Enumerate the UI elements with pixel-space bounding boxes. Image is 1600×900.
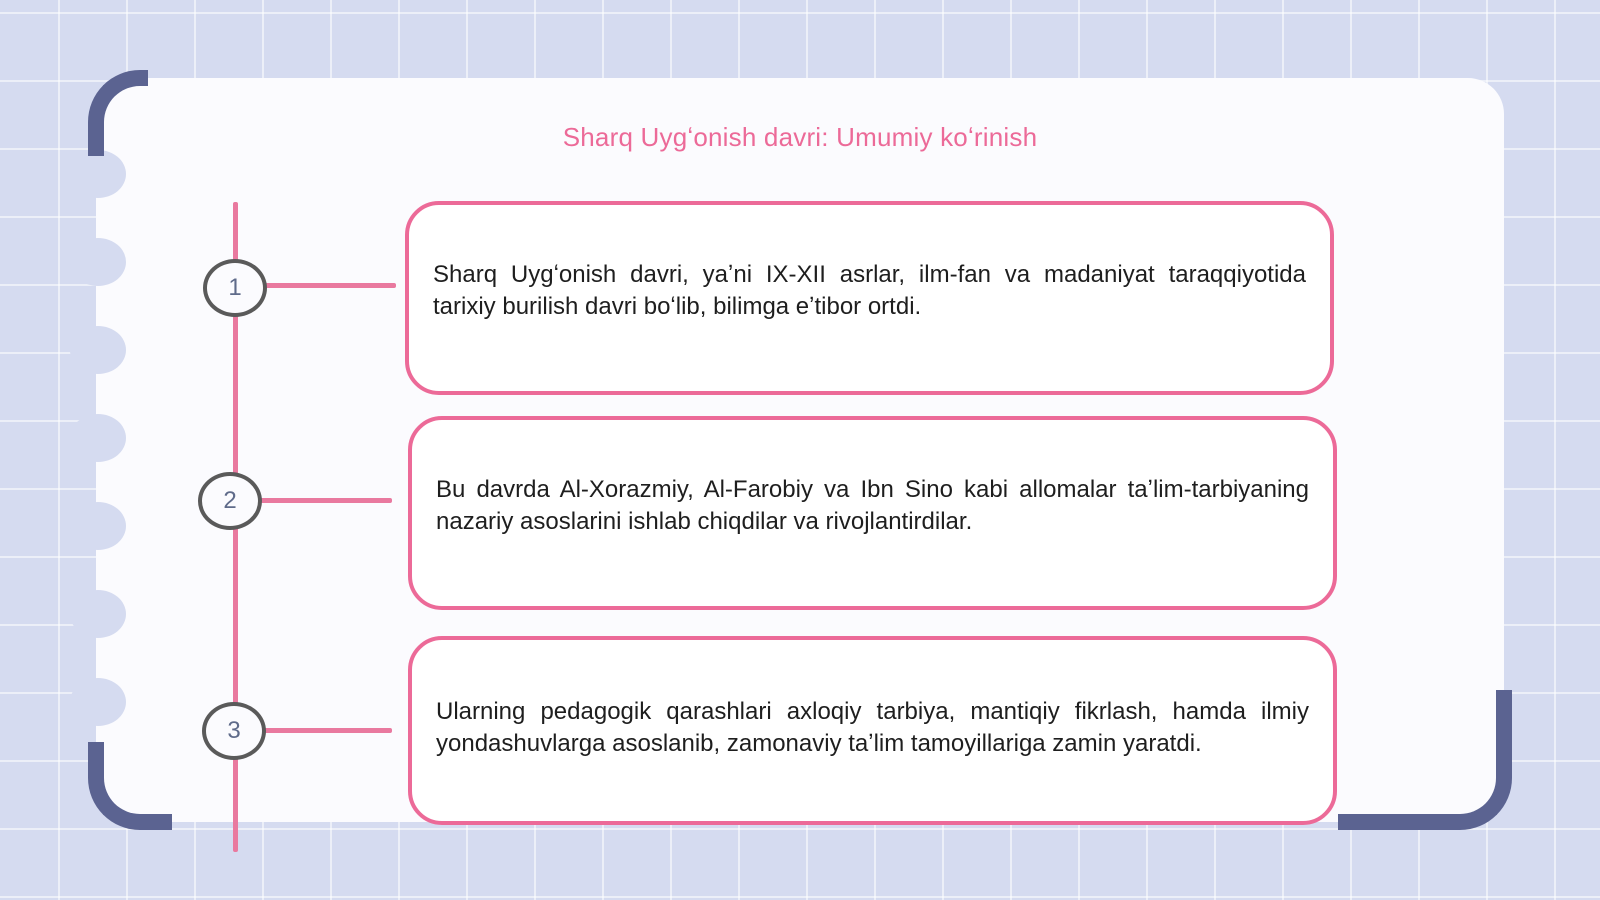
step-number: 2 (223, 487, 237, 514)
step-number: 3 (227, 717, 241, 744)
corner-bracket-top-left (88, 70, 148, 156)
timeline-card-text: Bu davrda Al-Xorazmiy, Al-Farobiy va Ibn Sino kabi allomalar taʼlim-tarbiyaning nazariy asoslarini ishlab chiqdilar va rivojlantirdilar. (436, 476, 1309, 535)
corner-bracket-bottom-left (88, 742, 172, 830)
timeline-card (408, 416, 1337, 610)
timeline-connector (258, 498, 392, 503)
notebook-scallop (70, 238, 126, 286)
step-number: 1 (228, 274, 242, 301)
timeline-connector (262, 283, 396, 288)
timeline-card (405, 201, 1334, 395)
notebook-scallop (70, 678, 126, 726)
step-number-circle (203, 259, 267, 317)
notebook-scallop (70, 414, 126, 462)
corner-bracket-bottom-right (1338, 690, 1512, 830)
notebook-scallop (70, 502, 126, 550)
timeline-card-text: Sharq Uygʻonish davri, yaʼni IX-XII asrlar, ilm-fan va madaniyat taraqqiyotida tarixiy burilish davri boʻlib, bilimga eʼtibor ortdi. (433, 261, 1306, 320)
step-number-circle (198, 472, 262, 530)
timeline-card-text: Ularning pedagogik qarashlari axloqiy tarbiya, mantiqiy fikrlash, hamda ilmiy yondashuvlarga asoslanib, zamonaviy taʼlim tamoyillariga zamin yaratdi. (436, 697, 1309, 757)
timeline-connector (262, 728, 392, 733)
notebook-scallop (70, 590, 126, 638)
step-number-circle (202, 702, 266, 760)
slide-title: Sharq Uygʻonish davri: Umumiy koʻrinish (562, 122, 1038, 152)
notebook-scallop (70, 150, 126, 198)
timeline-card (408, 636, 1337, 825)
notebook-scallop (70, 326, 126, 374)
